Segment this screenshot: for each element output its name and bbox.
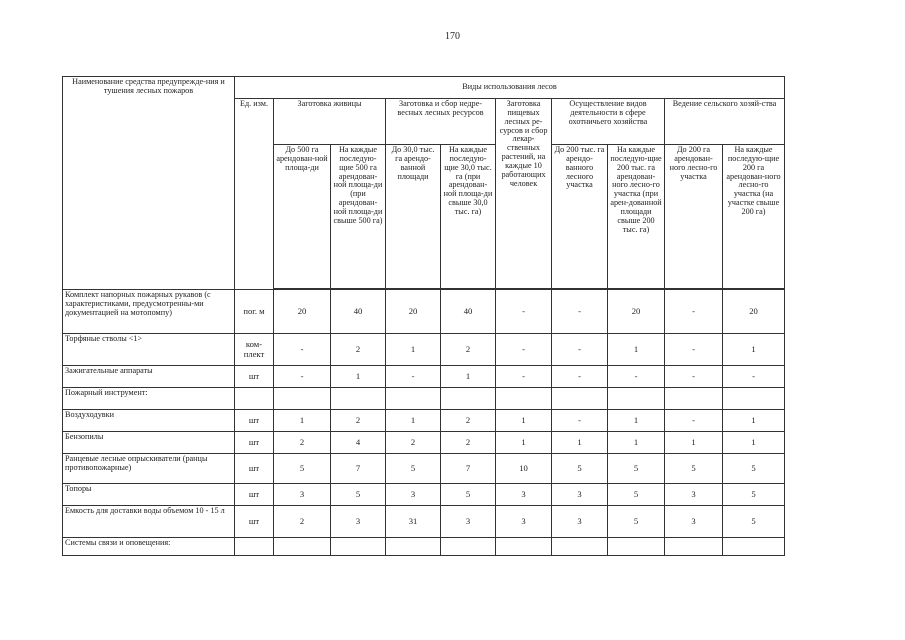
row-unit: шт xyxy=(235,454,274,484)
row-unit: шт xyxy=(235,410,274,432)
row-unit: шт xyxy=(235,506,274,538)
header-group-hunting: Осуществление видов деятельности в сфере охотничьего хозяйства xyxy=(552,99,665,145)
row-value: 1 xyxy=(723,432,785,454)
row-value: 3 xyxy=(441,506,496,538)
row-value: - xyxy=(665,410,723,432)
row-value xyxy=(665,388,723,410)
row-value: 1 xyxy=(723,410,785,432)
row-name: Топоры xyxy=(63,484,235,506)
row-value: 3 xyxy=(274,484,331,506)
row-value: - xyxy=(665,290,723,334)
row-value xyxy=(386,388,441,410)
row-value xyxy=(723,538,785,556)
row-name: Системы связи и оповещения: xyxy=(63,538,235,556)
row-value: 3 xyxy=(496,484,552,506)
row-value: - xyxy=(496,334,552,366)
row-value: - xyxy=(552,366,608,388)
row-value: 1 xyxy=(441,366,496,388)
row-value xyxy=(552,388,608,410)
row-name: Зажигательные аппараты xyxy=(63,366,235,388)
row-value: - xyxy=(274,334,331,366)
row-unit: шт xyxy=(235,432,274,454)
row-value: 3 xyxy=(665,506,723,538)
row-value: 2 xyxy=(331,334,386,366)
row-value: 3 xyxy=(552,506,608,538)
row-value: 5 xyxy=(608,506,665,538)
row-value: 5 xyxy=(552,454,608,484)
row-value: 1 xyxy=(552,432,608,454)
row-value: 5 xyxy=(608,454,665,484)
table-body xyxy=(63,290,785,556)
row-value xyxy=(274,388,331,410)
row-value: - xyxy=(496,290,552,334)
table-row xyxy=(63,334,785,366)
row-unit: пог. м xyxy=(235,290,274,334)
header-group-resin: Заготовка живицы xyxy=(274,99,386,145)
row-value: 4 xyxy=(331,432,386,454)
row-value: 40 xyxy=(441,290,496,334)
row-value: - xyxy=(274,366,331,388)
row-value xyxy=(274,538,331,556)
row-value: 5 xyxy=(723,506,785,538)
table-row xyxy=(63,290,785,334)
table-row xyxy=(63,366,785,388)
row-value: - xyxy=(665,334,723,366)
row-value: 1 xyxy=(386,334,441,366)
header-sub-nontimber-base: До 30,0 тыс. га арендо-ванной площади xyxy=(386,145,441,289)
row-value: - xyxy=(386,366,441,388)
header-group-food-resources: Заготовка пищевых лесных ре-сурсов и сбор лекар-ственных растений, на каждые 10 работающих человек xyxy=(496,99,552,289)
row-value: 1 xyxy=(274,410,331,432)
header-row-1 xyxy=(63,77,785,99)
row-value: 2 xyxy=(441,410,496,432)
row-value: 5 xyxy=(608,484,665,506)
table-row xyxy=(63,538,785,556)
row-value xyxy=(723,388,785,410)
row-value xyxy=(496,388,552,410)
table-row xyxy=(63,484,785,506)
row-value xyxy=(665,538,723,556)
row-value xyxy=(608,388,665,410)
row-value: 3 xyxy=(665,484,723,506)
table-row xyxy=(63,410,785,432)
row-value: 7 xyxy=(441,454,496,484)
row-value: 2 xyxy=(386,432,441,454)
row-value: 5 xyxy=(665,454,723,484)
table-row xyxy=(63,388,785,410)
row-value: 1 xyxy=(608,432,665,454)
header-sub-resin-base: До 500 га арендован-ной площа-ди xyxy=(274,145,331,289)
row-value: 31 xyxy=(386,506,441,538)
row-value: 3 xyxy=(331,506,386,538)
page-number: 170 xyxy=(445,31,460,42)
header-sub-hunting-each: На каждые последую-щие 200 тыс. га арендован-ного лесно-го участка (при арен-дованной площади свыше 200 тыс. га) xyxy=(608,145,665,289)
row-value: 2 xyxy=(274,432,331,454)
row-unit xyxy=(235,388,274,410)
header-sub-nontimber-each: На каждые последую-щие 30,0 тыс. га (при арендован-ной площа-ди свыше 30,0 тыс. га) xyxy=(441,145,496,289)
row-value xyxy=(608,538,665,556)
row-value: - xyxy=(665,366,723,388)
row-value: 2 xyxy=(441,334,496,366)
row-value: - xyxy=(552,290,608,334)
row-unit xyxy=(235,538,274,556)
row-value: - xyxy=(608,366,665,388)
row-value: 2 xyxy=(274,506,331,538)
row-value: 3 xyxy=(552,484,608,506)
row-value: 10 xyxy=(496,454,552,484)
table-row xyxy=(63,432,785,454)
row-value: - xyxy=(552,410,608,432)
row-value: 1 xyxy=(723,334,785,366)
row-value: 5 xyxy=(441,484,496,506)
row-name: Бензопилы xyxy=(63,432,235,454)
row-value xyxy=(441,388,496,410)
header-group-agriculture: Ведение сельского хозяй-ства xyxy=(665,99,785,145)
row-value: 1 xyxy=(608,410,665,432)
row-value: 2 xyxy=(441,432,496,454)
row-name: Торфяные стволы <1> xyxy=(63,334,235,366)
table-row xyxy=(63,506,785,538)
row-value: 20 xyxy=(723,290,785,334)
row-value: - xyxy=(552,334,608,366)
row-value: 1 xyxy=(608,334,665,366)
row-name: Пожарный инструмент: xyxy=(63,388,235,410)
header-group-nontimber: Заготовка и сбор недре-весных лесных ресурсов xyxy=(386,99,496,145)
row-value: 5 xyxy=(723,484,785,506)
row-value xyxy=(496,538,552,556)
row-value: 40 xyxy=(331,290,386,334)
row-value: 20 xyxy=(608,290,665,334)
row-name: Комплект напорных пожарных рукавов (с характеристиками, предусмотренны-ми документацией на мотопомпу) xyxy=(63,290,235,334)
row-name: Воздуходувки xyxy=(63,410,235,432)
row-value: 1 xyxy=(386,410,441,432)
row-value xyxy=(441,538,496,556)
row-unit: шт xyxy=(235,366,274,388)
row-value: 1 xyxy=(331,366,386,388)
row-value: 5 xyxy=(723,454,785,484)
table-row xyxy=(63,454,785,484)
row-value: - xyxy=(496,366,552,388)
row-value: 20 xyxy=(386,290,441,334)
header-sub-agriculture-base: До 200 га арендован-ного лесно-го участка xyxy=(665,145,723,289)
row-value: 5 xyxy=(386,454,441,484)
row-unit: ком-плект xyxy=(235,334,274,366)
row-name: Ранцевые лесные опрыскиватели (ранцы противопожарные) xyxy=(63,454,235,484)
header-unit-column: Ед. изм. xyxy=(235,99,274,290)
header-usage-types: Виды использования лесов xyxy=(235,77,785,99)
header-name-column: Наименование средства предупрежде-ния и тушения лесных пожаров xyxy=(63,77,235,290)
header-sub-agriculture-each: На каждые последую-щие 200 га арендован-ного лесно-го участка (на участке свыше 200 га) xyxy=(723,145,785,289)
row-value: - xyxy=(723,366,785,388)
row-value xyxy=(386,538,441,556)
row-value: 1 xyxy=(496,410,552,432)
row-value: 1 xyxy=(665,432,723,454)
row-name: Емкость для доставки воды объемом 10 - 15 л xyxy=(63,506,235,538)
row-value xyxy=(331,388,386,410)
row-value: 3 xyxy=(496,506,552,538)
row-value xyxy=(552,538,608,556)
row-value: 5 xyxy=(274,454,331,484)
row-value: 3 xyxy=(386,484,441,506)
equipment-norms-table xyxy=(62,76,785,556)
header-sub-hunting-base: До 200 тыс. га арендо-ванного лесного участка xyxy=(552,145,608,289)
row-value: 5 xyxy=(331,484,386,506)
row-value: 2 xyxy=(331,410,386,432)
row-value: 1 xyxy=(496,432,552,454)
row-unit: шт xyxy=(235,484,274,506)
row-value xyxy=(331,538,386,556)
header-sub-resin-each: На каждые последую-щие 500 га арендован-ной площа-ди (при арендован-ной площа-ди свыше 500 га) xyxy=(331,145,386,289)
row-value: 7 xyxy=(331,454,386,484)
row-value: 20 xyxy=(274,290,331,334)
